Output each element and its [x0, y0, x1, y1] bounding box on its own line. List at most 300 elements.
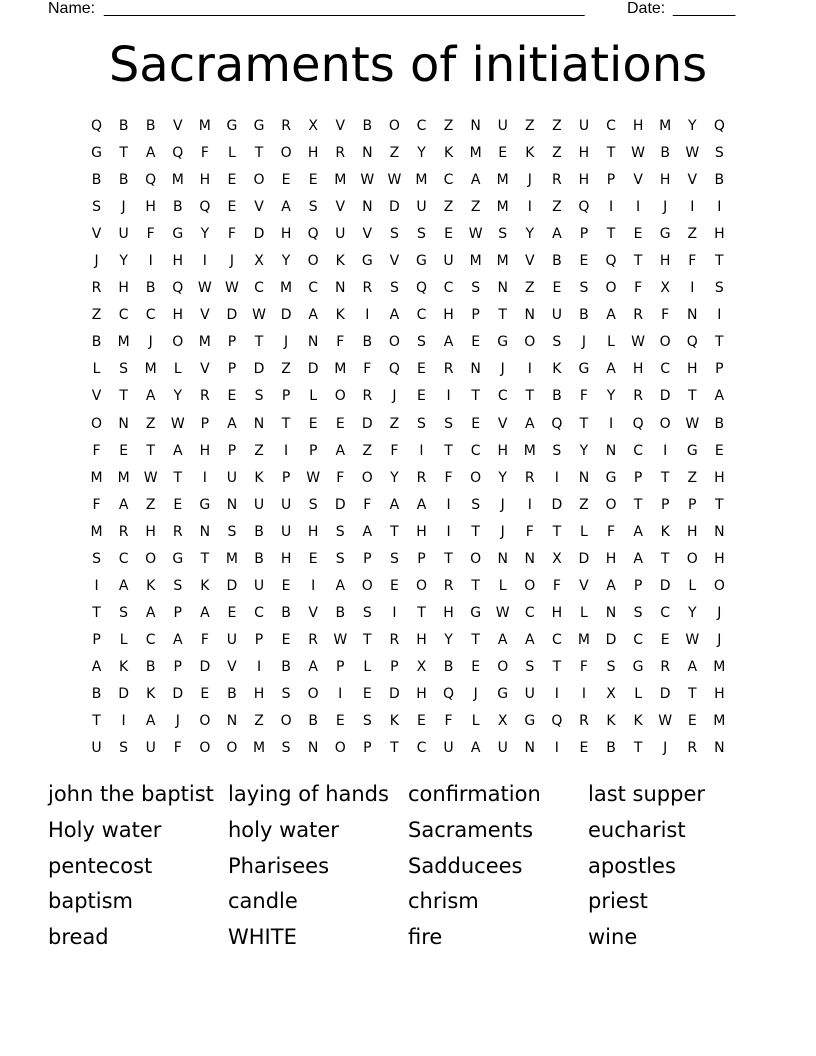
grid-letter: F — [390, 442, 399, 459]
grid-letter: D — [253, 226, 265, 243]
grid-letter: H — [199, 442, 211, 459]
word-list-item: eucharist — [588, 817, 686, 842]
grid-letter: L — [173, 361, 182, 378]
grid-letter: T — [660, 550, 670, 567]
grid-letter: S — [389, 226, 399, 243]
word-list-item: Sacraments — [408, 817, 534, 842]
grid-letter: P — [173, 604, 182, 621]
grid-letter: H — [307, 145, 319, 162]
grid-letter: D — [280, 307, 292, 324]
grid-letter: F — [444, 469, 453, 486]
word-list-item: fire — [408, 925, 443, 949]
word-list-item: pentecost — [48, 853, 153, 878]
grid-letter: U — [578, 118, 590, 135]
grid-letter: O — [686, 550, 698, 567]
grid-letter: T — [606, 145, 616, 162]
grid-letter: S — [552, 442, 562, 459]
grid-letter: C — [416, 307, 427, 324]
grid-letter: S — [362, 604, 372, 621]
grid-letter: J — [500, 361, 505, 378]
grid-letter: E — [281, 172, 291, 189]
grid-letter: A — [145, 713, 156, 730]
grid-letter: G — [172, 550, 184, 567]
grid-letter: L — [309, 388, 318, 405]
grid-letter: N — [362, 145, 373, 162]
grid-letter: U — [524, 686, 535, 702]
grid-letter: Q — [443, 686, 455, 702]
grid-letter: F — [200, 631, 209, 648]
grid-letter: A — [416, 496, 427, 513]
grid-letter: P — [606, 172, 616, 189]
grid-letter: P — [173, 658, 182, 675]
grid-letter: U — [280, 523, 292, 540]
grid-letter: B — [91, 686, 102, 702]
grid-row — [83, 708, 733, 735]
grid-letter: E — [308, 415, 318, 432]
grid-letter: Y — [390, 469, 399, 486]
grid-letter: E — [227, 199, 237, 216]
grid-letter: B — [552, 388, 562, 405]
word-list-item: john the baptist — [48, 782, 214, 806]
grid-letter: T — [254, 334, 264, 351]
grid-letter: L — [607, 334, 615, 351]
grid-letter: P — [254, 631, 264, 648]
grid-letter: G — [470, 604, 482, 621]
grid-letter: D — [253, 361, 265, 378]
grid-letter: Q — [172, 280, 184, 297]
grid-row — [83, 573, 733, 600]
grid-letter: B — [254, 523, 264, 540]
grid-letter: E — [281, 577, 291, 594]
grid-letter: S — [633, 604, 643, 621]
grid-letter: G — [605, 469, 617, 486]
grid-letter: A — [91, 658, 102, 675]
grid-letter: Z — [389, 415, 400, 432]
grid-letter: Q — [632, 415, 644, 432]
grid-letter: N — [524, 307, 536, 324]
grid-letter: T — [687, 388, 697, 405]
grid-letter: J — [663, 740, 668, 757]
grid-letter: E — [200, 686, 210, 702]
grid-letter: P — [227, 334, 237, 351]
grid-letter: M — [225, 550, 238, 567]
grid-letter: M — [198, 334, 211, 351]
grid-letter: A — [552, 226, 562, 243]
grid-letter: M — [280, 280, 293, 297]
grid-letter: A — [497, 631, 508, 648]
grid-letter: T — [173, 469, 183, 486]
grid-letter: I — [554, 469, 559, 486]
grid-letter: B — [335, 604, 346, 621]
grid-letter: L — [688, 577, 697, 594]
grid-letter: N — [578, 469, 590, 486]
grid-letter: I — [636, 199, 641, 216]
grid-letter: C — [416, 740, 427, 757]
grid-letter: N — [253, 415, 265, 432]
grid-letter: F — [688, 253, 697, 270]
grid-letter: T — [92, 713, 101, 730]
grid-letter: R — [579, 713, 589, 730]
grid-letter: J — [392, 388, 397, 405]
grid-letter: A — [389, 496, 400, 513]
grid-letter: M — [659, 118, 672, 135]
grid-letter: R — [552, 172, 562, 189]
grid-letter: B — [145, 118, 156, 135]
grid-letter: C — [254, 280, 264, 297]
grid-letter: R — [443, 361, 454, 378]
grid-letter: T — [633, 740, 643, 757]
word-list-item: WHITE — [228, 925, 297, 949]
grid-letter: S — [119, 740, 129, 757]
grid-letter: P — [633, 577, 643, 594]
grid-letter: E — [173, 496, 183, 513]
grid-letter: N — [470, 361, 481, 378]
grid-letter: N — [307, 334, 319, 351]
grid-letter: V — [308, 604, 318, 621]
grid-letter: Q — [605, 253, 617, 270]
grid-letter: Z — [443, 118, 454, 135]
page-title: Sacraments of initiations — [108, 37, 708, 93]
grid-letter: O — [659, 334, 671, 351]
grid-letter: L — [471, 713, 480, 730]
grid-letter: A — [389, 307, 400, 324]
grid-letter: E — [417, 388, 426, 405]
grid-letter: O — [361, 577, 373, 594]
grid-letter: V — [335, 199, 346, 216]
grid-letter: Z — [389, 145, 400, 162]
grid-letter: B — [118, 118, 129, 135]
grid-row — [83, 167, 733, 194]
grid-letter: D — [389, 686, 400, 702]
grid-letter: I — [121, 713, 126, 730]
grid-letter: E — [417, 713, 426, 730]
grid-letter: T — [715, 253, 724, 270]
word-list-item: confirmation — [408, 782, 541, 806]
grid-letter: U — [551, 307, 562, 324]
grid-letter: M — [713, 713, 726, 730]
grid-letter: Z — [145, 415, 156, 432]
grid-letter: B — [362, 334, 373, 351]
grid-letter: A — [172, 631, 183, 648]
grid-letter: S — [335, 550, 345, 567]
grid-letter: J — [148, 334, 153, 351]
grid-letter: Z — [552, 199, 562, 216]
word-list — [48, 777, 768, 956]
grid-letter: U — [226, 469, 238, 486]
grid-letter: Y — [687, 604, 697, 621]
grid-letter: H — [280, 550, 292, 567]
grid-letter: A — [633, 523, 643, 540]
grid-letter: U — [416, 199, 427, 216]
grid-letter: T — [471, 523, 480, 540]
grid-letter: H — [686, 361, 698, 378]
grid-letter: F — [634, 280, 643, 297]
grid-letter: M — [171, 172, 184, 189]
grid-letter: D — [659, 577, 671, 594]
grid-letter: X — [497, 713, 508, 730]
word-list-item: wine — [588, 925, 638, 949]
grid-letter: M — [144, 361, 157, 378]
grid-letter: A — [443, 334, 454, 351]
grid-letter: J — [500, 496, 505, 513]
grid-letter: X — [660, 280, 670, 297]
grid-letter: W — [225, 280, 239, 297]
grid-letter: Y — [498, 469, 507, 486]
grid-letter: D — [361, 415, 373, 432]
grid-letter: J — [473, 686, 478, 702]
grid-letter: T — [146, 442, 155, 459]
grid-letter: G — [497, 334, 509, 351]
grid-letter: N — [226, 713, 238, 730]
grid-letter: O — [226, 740, 238, 757]
grid-letter: H — [714, 469, 725, 486]
grid-letter: R — [172, 523, 183, 540]
grid-letter: N — [687, 307, 698, 324]
grid-letter: D — [578, 550, 590, 567]
grid-letter: O — [199, 713, 211, 730]
grid-letter: A — [145, 388, 156, 405]
grid-row — [83, 248, 733, 275]
grid-letter: F — [606, 523, 616, 540]
grid-letter: J — [717, 631, 722, 648]
grid-letter: C — [443, 172, 454, 189]
grid-letter: Q — [145, 172, 157, 189]
grid-letter: W — [387, 172, 402, 189]
word-list-item: baptism — [48, 889, 133, 914]
grid-letter: V — [254, 199, 264, 216]
grid-letter: Q — [199, 199, 211, 216]
grid-letter: H — [714, 226, 725, 243]
grid-letter: H — [605, 550, 617, 567]
grid-letter: O — [280, 713, 292, 730]
grid-letter: G — [524, 713, 536, 730]
grid-letter: K — [254, 469, 264, 486]
grid-letter: H — [551, 604, 563, 621]
grid-letter: B — [118, 172, 129, 189]
grid-letter: H — [632, 361, 644, 378]
grid-row — [83, 735, 733, 762]
grid-letter: H — [659, 253, 671, 270]
grid-letter: S — [119, 604, 129, 621]
grid-letter: A — [606, 577, 616, 594]
grid-letter: O — [280, 145, 292, 162]
grid-letter: E — [579, 740, 589, 757]
grid-letter: I — [608, 415, 614, 432]
grid-letter: Q — [415, 280, 427, 297]
grid-letter: Y — [525, 226, 535, 243]
grid-letter: J — [717, 604, 722, 621]
grid-letter: S — [281, 740, 291, 757]
grid-letter: U — [118, 226, 129, 243]
grid-letter: Z — [254, 713, 264, 730]
grid-letter: N — [226, 496, 238, 513]
grid-letter: F — [227, 226, 236, 243]
grid-letter: B — [172, 199, 183, 216]
grid-letter: B — [145, 280, 156, 297]
grid-letter: O — [497, 658, 509, 675]
grid-letter: I — [690, 280, 695, 297]
grid-letter: H — [118, 280, 129, 297]
grid-letter: I — [581, 686, 587, 702]
grid-letter: U — [443, 253, 454, 270]
grid-letter: Q — [551, 713, 563, 730]
grid-letter: U — [226, 631, 238, 648]
grid-letter: A — [145, 145, 156, 162]
grid-letter: S — [444, 415, 453, 432]
grid-letter: D — [605, 631, 617, 648]
grid-letter: R — [660, 658, 671, 675]
grid-letter: D — [551, 496, 563, 513]
grid-letter: C — [308, 280, 319, 297]
grid-letter: C — [497, 388, 508, 405]
grid-letter: A — [281, 199, 291, 216]
grid-row — [83, 356, 733, 383]
grid-letter: Q — [91, 118, 103, 135]
grid-letter: E — [579, 253, 589, 270]
grid-letter: C — [145, 631, 156, 648]
grid-letter: K — [335, 307, 345, 324]
grid-letter: Q — [172, 145, 184, 162]
grid-letter: Q — [307, 226, 319, 243]
grid-letter: X — [254, 253, 264, 270]
grid-letter: I — [608, 199, 614, 216]
grid-letter: C — [118, 550, 129, 567]
grid-letter: F — [363, 496, 372, 513]
grid-letter: I — [338, 686, 343, 702]
grid-letter: R — [687, 740, 698, 757]
grid-letter: B — [227, 686, 237, 702]
grid-letter: K — [146, 686, 156, 702]
grid-letter: S — [579, 280, 589, 297]
grid-letter: L — [363, 658, 372, 675]
grid-letter: H — [659, 172, 671, 189]
grid-letter: C — [145, 307, 156, 324]
word-list-item: apostles — [588, 853, 676, 878]
grid-letter: Y — [173, 388, 183, 405]
grid-letter: P — [336, 658, 345, 675]
grid-letter: W — [631, 334, 646, 351]
grid-letter: T — [660, 469, 670, 486]
grid-letter: S — [389, 550, 399, 567]
grid-letter: H — [578, 145, 590, 162]
grid-letter: U — [335, 226, 346, 243]
word-list-item: Holy water — [48, 817, 162, 842]
grid-letter: S — [714, 145, 724, 162]
grid-letter: J — [500, 523, 505, 540]
grid-letter: X — [552, 550, 562, 567]
grid-letter: F — [579, 658, 588, 675]
grid-row — [83, 302, 733, 329]
grid-letter: S — [227, 523, 237, 540]
grid-letter: Y — [200, 226, 210, 243]
grid-letter: S — [417, 226, 426, 243]
grid-letter: V — [91, 388, 102, 405]
grid-letter: G — [199, 496, 211, 513]
grid-letter: J — [663, 199, 668, 216]
grid-letter: R — [91, 280, 102, 297]
grid-letter: Y — [606, 388, 616, 405]
word-list-item: candle — [228, 889, 298, 914]
grid-letter: I — [554, 686, 559, 702]
grid-letter: T — [390, 523, 399, 540]
grid-letter: O — [199, 740, 211, 757]
grid-letter: Z — [145, 496, 156, 513]
grid-row — [83, 194, 733, 221]
grid-letter: I — [284, 442, 289, 459]
grid-letter: K — [119, 658, 129, 675]
grid-letter: A — [145, 604, 156, 621]
grid-letter: T — [525, 388, 535, 405]
word-list-item: Pharisees — [228, 853, 330, 878]
grid-letter: I — [554, 740, 559, 757]
grid-letter: V — [200, 307, 210, 324]
grid-letter: L — [119, 631, 128, 648]
grid-letter: E — [417, 361, 426, 378]
grid-letter: N — [605, 604, 617, 621]
grid-letter: L — [580, 604, 588, 621]
grid-row — [83, 600, 733, 627]
grid-letter: T — [552, 523, 562, 540]
grid-letter: Z — [254, 442, 264, 459]
grid-letter: F — [444, 713, 453, 730]
grid-letter: I — [446, 523, 451, 540]
grid-letter: R — [524, 469, 535, 486]
grid-letter: J — [94, 253, 99, 270]
grid-letter: O — [334, 740, 346, 757]
grid-letter: C — [660, 361, 671, 378]
grid-letter: A — [687, 658, 698, 675]
grid-letter: S — [525, 658, 535, 675]
grid-letter: S — [119, 361, 129, 378]
grid-letter: X — [308, 118, 318, 135]
grid-row — [83, 411, 733, 438]
grid-letter: J — [581, 334, 587, 351]
grid-letter: O — [605, 280, 617, 297]
grid-letter: H — [145, 523, 156, 540]
grid-letter: I — [311, 577, 316, 594]
grid-letter: V — [687, 172, 698, 189]
grid-letter: M — [198, 118, 211, 135]
grid-letter: W — [333, 631, 348, 648]
grid-letter: D — [118, 686, 129, 702]
grid-letter: A — [335, 442, 346, 459]
grid-letter: T — [119, 145, 128, 162]
grid-letter: I — [446, 388, 451, 405]
grid-letter: Y — [417, 145, 426, 162]
grid-letter: S — [308, 199, 318, 216]
grid-letter: O — [415, 577, 427, 594]
grid-letter: Z — [470, 199, 481, 216]
grid-letter: M — [334, 172, 347, 189]
grid-letter: W — [685, 415, 700, 432]
grid-letter: B — [714, 415, 725, 432]
grid-letter: D — [659, 388, 671, 405]
grid-letter: N — [118, 415, 129, 432]
grid-letter: P — [688, 496, 697, 513]
grid-letter: I — [690, 199, 695, 216]
grid-letter: M — [252, 740, 266, 757]
grid-letter: B — [443, 658, 454, 675]
grid-letter: O — [605, 496, 617, 513]
grid-letter: F — [336, 469, 345, 486]
grid-letter: Z — [443, 199, 454, 216]
grid-letter: P — [200, 415, 210, 432]
grid-letter: D — [172, 686, 184, 702]
grid-letter: G — [172, 226, 184, 243]
grid-letter: U — [145, 740, 156, 757]
grid-letter: N — [470, 118, 481, 135]
grid-letter: Q — [388, 361, 400, 378]
